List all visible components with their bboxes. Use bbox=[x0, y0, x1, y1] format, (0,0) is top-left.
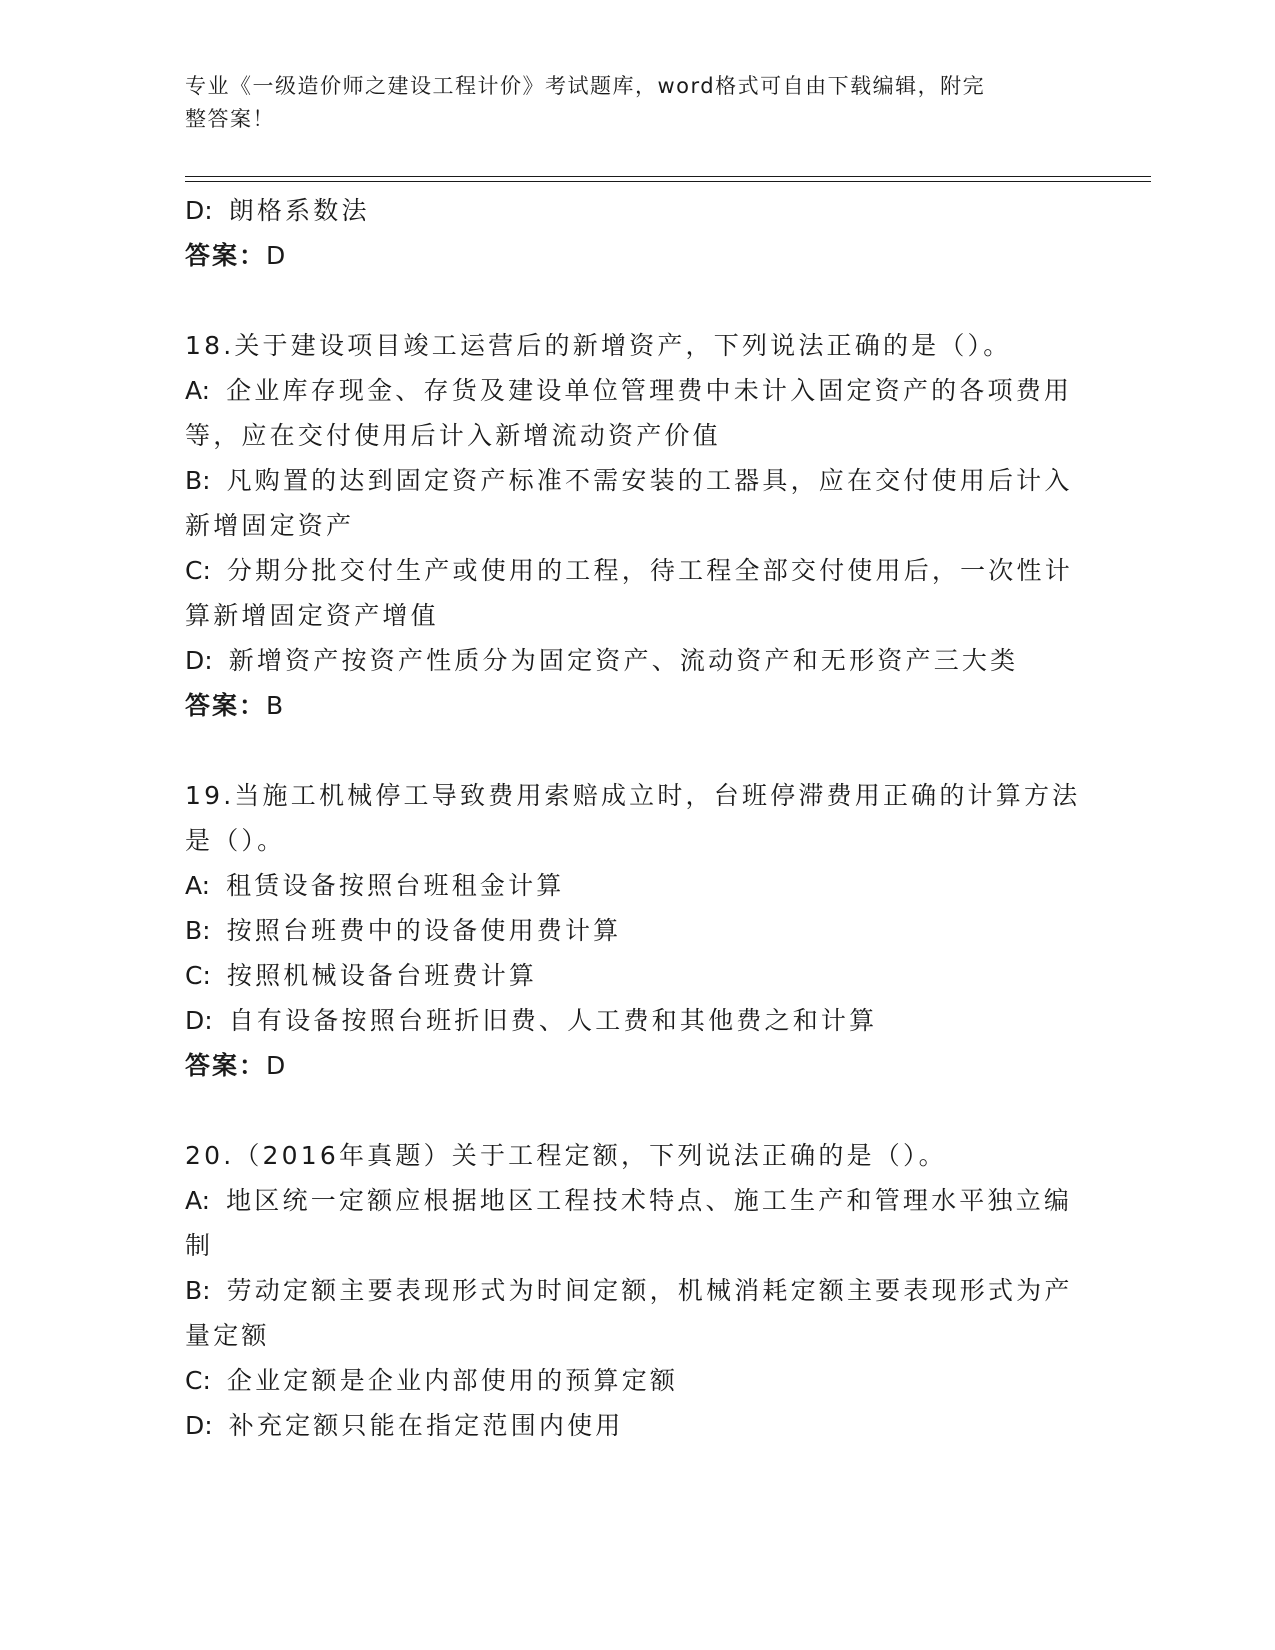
option-text: 自有设备按照台班折旧费、人工费和其他费之和计算 bbox=[228, 1006, 878, 1035]
option-letter: B: bbox=[185, 1276, 211, 1305]
option-letter: A: bbox=[185, 1186, 211, 1215]
option-text: 地区统一定额应根据地区工程技术特点、施工生产和管理水平独立编制 bbox=[185, 1186, 1073, 1260]
option-text: 租赁设备按照台班租金计算 bbox=[226, 871, 565, 900]
answer-value: B bbox=[266, 691, 286, 720]
question-19-answer bbox=[185, 1043, 1085, 1088]
option-letter: C: bbox=[185, 556, 211, 585]
question-19-option-c bbox=[185, 953, 1085, 998]
question-content bbox=[185, 188, 1085, 1448]
option-letter: D: bbox=[185, 1006, 213, 1035]
question-19-option-b bbox=[185, 908, 1085, 953]
option-letter: B: bbox=[185, 916, 211, 945]
option-text: 凡购置的达到固定资产标准不需安装的工器具，应在交付使用后计入新增固定资产 bbox=[185, 466, 1073, 540]
question-20-option-c bbox=[185, 1358, 1085, 1403]
option-letter: D: bbox=[185, 196, 213, 225]
answer-value: D bbox=[266, 1051, 288, 1080]
question-19-option-a bbox=[185, 863, 1085, 908]
option-letter: D: bbox=[185, 1411, 213, 1440]
option-text: 按照台班费中的设备使用费计算 bbox=[226, 916, 622, 945]
question-19-option-d bbox=[185, 998, 1085, 1043]
option-text: 企业定额是企业内部使用的预算定额 bbox=[226, 1366, 679, 1395]
header-divider-bottom bbox=[185, 181, 1151, 182]
header-line-2: 整答案！ bbox=[185, 107, 275, 131]
answer-value: D bbox=[266, 241, 288, 270]
option-letter: C: bbox=[185, 1366, 211, 1395]
option-text: 新增资产按资产性质分为固定资产、流动资产和无形资产三大类 bbox=[228, 646, 1019, 675]
option-text: 劳动定额主要表现形式为时间定额，机械消耗定额主要表现形式为产量定额 bbox=[185, 1276, 1073, 1350]
answer-label: 答案： bbox=[185, 691, 267, 720]
prev-option-d bbox=[185, 188, 1085, 233]
question-20-stem: 20.（2016年真题）关于工程定额，下列说法正确的是（）。 bbox=[185, 1141, 947, 1170]
question-18-option-b bbox=[185, 458, 1085, 548]
question-18-stem: 18.关于建设项目竣工运营后的新增资产，下列说法正确的是（）。 bbox=[185, 331, 1012, 360]
option-text: 分期分批交付生产或使用的工程，待工程全部交付使用后，一次性计算新增固定资产增值 bbox=[185, 556, 1073, 630]
question-18-option-a bbox=[185, 368, 1085, 458]
header-divider-top bbox=[185, 176, 1151, 177]
answer-label: 答案： bbox=[185, 1051, 267, 1080]
answer-label: 答案： bbox=[185, 241, 267, 270]
question-18-option-c bbox=[185, 548, 1085, 638]
option-letter: C: bbox=[185, 961, 211, 990]
question-18-answer bbox=[185, 683, 1085, 728]
option-letter: A: bbox=[185, 871, 211, 900]
option-text: 企业库存现金、存货及建设单位管理费中未计入固定资产的各项费用等，应在交付使用后计入新增流动资产价值 bbox=[185, 376, 1073, 450]
question-18-option-d bbox=[185, 638, 1085, 683]
option-text: 朗格系数法 bbox=[228, 196, 370, 225]
question-19-stem: 19.当施工机械停工导致费用索赔成立时，台班停滞费用正确的计算方法是（）。 bbox=[185, 781, 1081, 855]
question-20-option-b bbox=[185, 1268, 1085, 1358]
option-text: 补充定额只能在指定范围内使用 bbox=[228, 1411, 624, 1440]
prev-answer bbox=[185, 233, 1085, 278]
header-line-1: 专业《一级造价师之建设工程计价》考试题库，word格式可自由下载编辑，附完 bbox=[185, 74, 986, 98]
option-text: 按照机械设备台班费计算 bbox=[226, 961, 538, 990]
option-letter: B: bbox=[185, 466, 211, 495]
question-20-option-a bbox=[185, 1178, 1085, 1268]
option-letter: A: bbox=[185, 376, 211, 405]
option-letter: D: bbox=[185, 646, 213, 675]
question-20-option-d bbox=[185, 1403, 1085, 1448]
document-header bbox=[185, 70, 1065, 136]
